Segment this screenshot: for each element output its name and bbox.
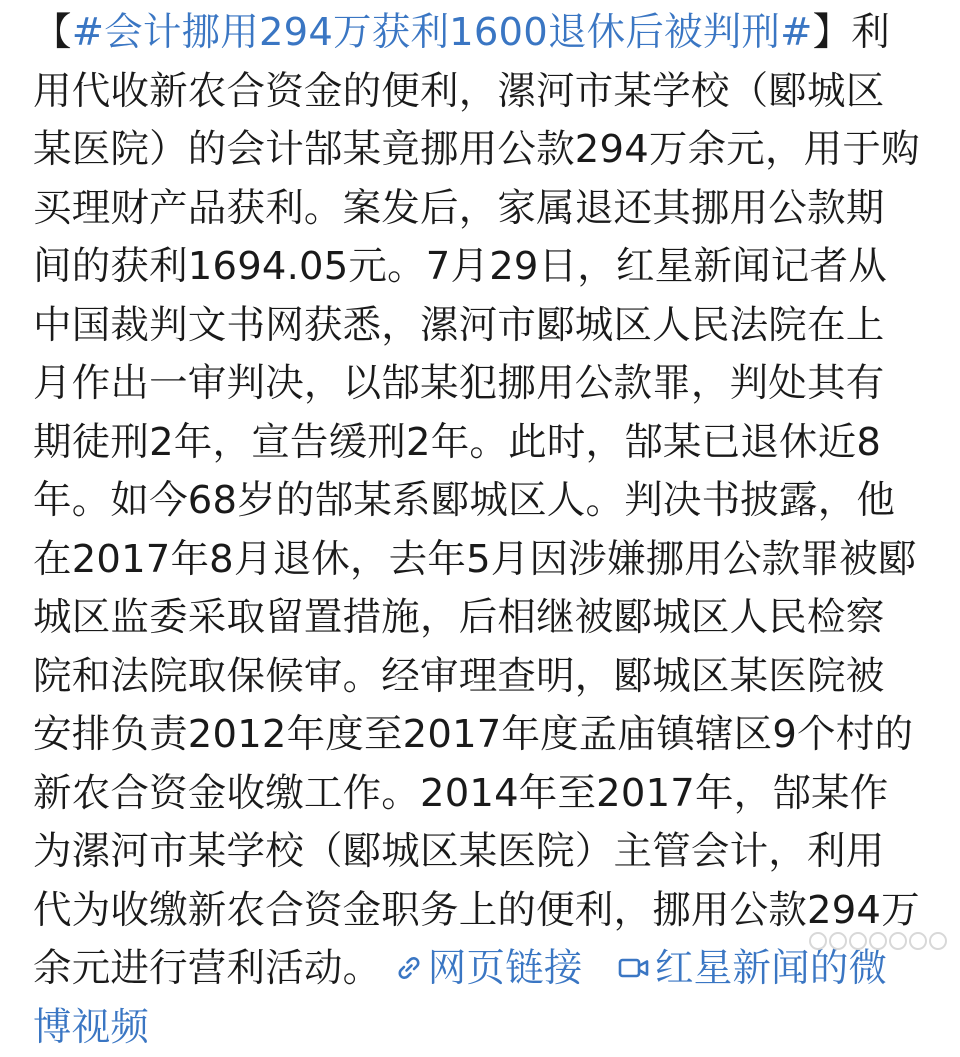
video-link-label: 红星新闻的微博视频 <box>33 946 888 1050</box>
video-icon <box>617 953 651 983</box>
web-link-label: 网页链接 <box>427 946 583 991</box>
watermark-image <box>804 928 954 954</box>
hashtag-link[interactable]: #会计挪用294万获利1600退休后被判刑# <box>71 10 813 55</box>
link-icon <box>394 953 424 983</box>
post-text <box>33 4 923 1057</box>
bracket-close: 】 <box>812 10 852 55</box>
post-body: 利用代收新农合资金的便利，漯河市某学校（郾城区某医院）的会计郜某竟挪用公款294万余元，用于购买理财产品获利。案发后，家属退还其挪用公款期间的获利1694.05元。7月29日，红星新闻记者从中国裁判文书网获悉，漯河市郾城区人民法院在上月作出一审判决，以郜某犯挪用公款罪，判处其有期徒刑2年，宣告缓刑2年。此时，郜某已退休近8年。如今68岁的郜某系郾城区人。判决书披露，他在2017年8月退休，去年5月因涉嫌挪用公款罪被郾城区监委采取留置措施，后相继被郾城区人民检察院和法院取保候审。经审理查明，郾城区某医院被安排负责2012年度至2017年度孟庙镇辖区9个村的新农合资金收缴工作。2014年至2017年，郜某作为漯河市某学校（郾城区某医院）主管会计，利用代为收缴新农合资金职务上的便利，挪用公款294万余元进行营利活动。 <box>33 10 920 991</box>
web-link[interactable] <box>394 946 583 991</box>
bracket-open: 【 <box>33 10 72 55</box>
